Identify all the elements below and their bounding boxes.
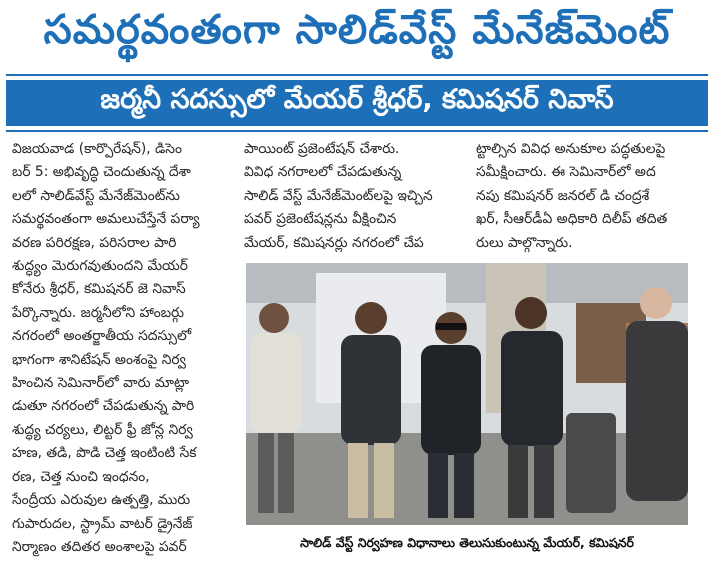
text-line: గుపారుదల, స్ట్రామ్ వాటర్ డ్రైనేజ్ <box>12 515 193 532</box>
text-line: నిర్మాణం తదితర అంశాలపై పవర్ <box>12 538 187 555</box>
text-line: నపు కమిషనర్ జనరల్ డి చంద్రశే <box>476 187 650 204</box>
text-line: శుద్ధ్యం మెరుగవుతుందని మేయర్ <box>12 258 188 275</box>
text-line: సమర్థవంతంగా అమలుచేస్తేనే పర్యా <box>12 211 200 228</box>
text-line: ఖర్, సీఆర్‌డీఏ అధికారి దిలీప్ తదిత <box>476 211 668 228</box>
text-line: కోనేరు శ్రీధర్, కమిషనర్ జె నివాస్ <box>12 281 186 298</box>
text-line: భాగంగా శానిటేషన్ అంశంపై నిర్వ <box>12 351 186 368</box>
headline: సమర్థవంతంగా సాలిడ్‌వేస్ట్ మేనేజ్‌మెంట్ <box>43 7 671 53</box>
text-line: డుతూ నగరంలో చేపడుతున్న పారి <box>12 398 195 415</box>
text-line: పాయింట్ ప్రజెంటేషన్ చేశారు. <box>244 141 400 157</box>
text-line: సాలిడ్ వేస్ట్ మేనేజ్‌మెంట్‌లపై ఇచ్చిన <box>244 187 433 204</box>
text-line: సేంద్రీయ ఎరువుల ఉత్పత్తి, మురు <box>12 492 191 509</box>
text-line: విజయవాడ (కార్పొరేషన్), డిసెం <box>12 141 182 157</box>
text-line: మేయర్, కమిషనర్లు నగరంలో చేప <box>244 234 424 251</box>
text-line: శుద్ధ్య చర్యలు, లిట్టర్ ఫ్రీ జోన్ల నిర్వ <box>12 421 193 438</box>
subheadline-banner: జర్మనీ సదస్సులో మేయర్ శ్రీధర్, కమిషనర్ నివాస్ <box>6 80 708 126</box>
text-line: వివిధ నగరాలలో చేపడుతున్న <box>244 164 402 181</box>
article-column-3 <box>476 138 706 255</box>
photo-caption: సాలిడ్ వేస్ట్ నిర్వహణ విధానాలు తెలుసుకుంటున్న మేయర్, కమిషనర్ <box>300 534 634 550</box>
text-line: పేర్కొన్నారు. జర్మనీలోని హాంబర్గు <box>12 304 184 321</box>
text-line: పవర్ ప్రజెంటేషన్లను వీక్షించిన <box>244 211 397 228</box>
text-line: హణ, తడి, పొడి చెత్త ఇంటింటి సేక <box>12 445 197 462</box>
text-line: వరణ పరిరక్షణ, పరిసరాల పారి <box>12 234 177 251</box>
text-line: సమీక్షించారు. ఈ సెమినార్‌లో అద <box>476 164 656 181</box>
text-line: రులు పాల్గొన్నారు. <box>476 234 573 251</box>
text-line: ట్టాల్సిన వివిధ అనుకూల పద్ధతులపై <box>476 141 666 157</box>
news-photo <box>246 263 688 525</box>
article-column-2 <box>244 138 468 255</box>
text-line: లలో సాలిడ్‌వేస్ట్ మేనేజ్‌మెంట్‌ను <box>12 187 180 204</box>
article-column-1 <box>12 138 238 559</box>
text-line: బర్ 5: అభివృద్ధి చెందుతున్న దేశా <box>12 164 191 181</box>
text-line: నగరంలో అంతర్జాతీయ సదస్సులో <box>12 328 192 345</box>
text-line: హించిన సెమినార్‌లో వారు మాట్లా <box>12 375 190 392</box>
text-line: రణ, చెత్త నుంచి ఇంధనం, <box>12 468 150 485</box>
